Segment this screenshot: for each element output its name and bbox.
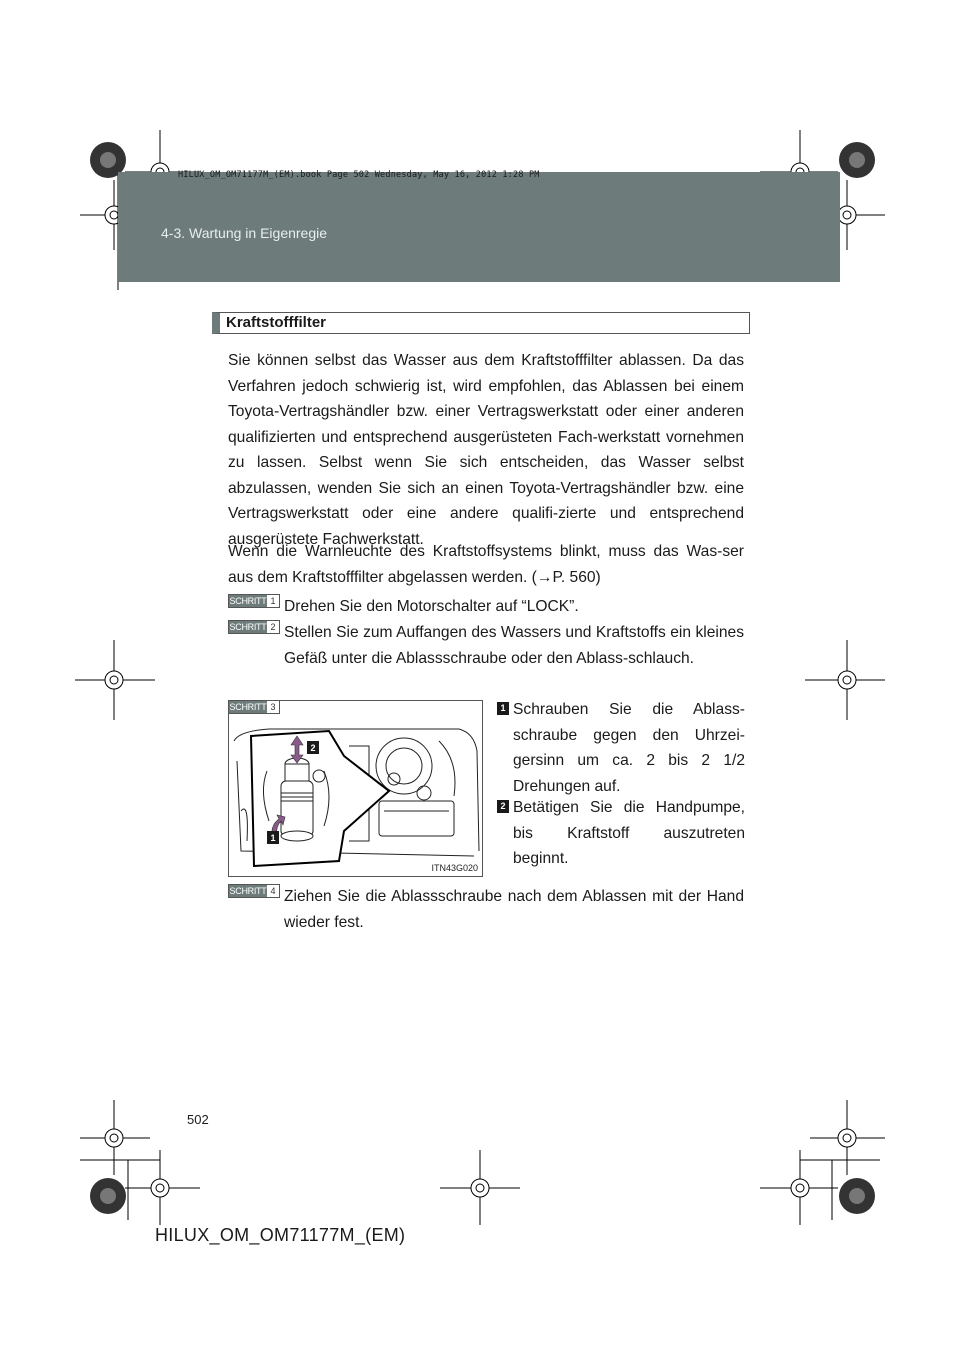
step-badge-word: SCHRITT [229,886,267,896]
footer-doc-id: HILUX_OM_OM71177M_(EM) [155,1225,406,1245]
callout-2: 2 [310,743,316,753]
step-badge [228,620,280,634]
step-badge-word: SCHRITT [229,596,267,606]
substep-1 [497,697,745,799]
step-badge-number: 4 [267,885,279,897]
engine-bay-drawing [229,701,483,877]
step-badge-number: 3 [267,701,279,713]
substep-text: Betätigen Sie die Handpumpe, bis Kraftstoff auszutreten beginnt. [513,799,745,867]
step-text: Ziehen Sie die Ablassschraube nach dem Ablassen mit der Hand wieder fest. [284,888,744,931]
page-number: 502 [187,1112,209,1127]
step-badge-word: SCHRITT [229,702,267,712]
substep-number: 2 [497,800,509,813]
intro-paragraph: Sie können selbst das Wasser aus dem Kraftstofffilter ablassen. Da das Verfahren jedoch schwierig ist, wird empfohlen, das Ablassen bei einem Toyota-Vertragshändler bzw. einer Vertragswerkstatt oder einer anderen qualifizierten und entsprechend ausgerüsteten Fach-werkstatt vornehmen zu lassen. Selbst wenn Sie sich entscheiden, das Wasser selbst abzulassen, wenden Sie sich an einen Toyota-Vertragshändler bzw. eine Vertragswerkstatt oder eine andere qualifi-zierte und entsprechend ausgerüstete Fachwerkstatt. [228,352,744,548]
substep-text: Schrauben Sie die Ablass-schraube gegen den Uhrzei-gersinn um ca. 2 bis 2 1/2 Drehungen auf. [513,701,745,795]
step-badge-number: 1 [267,595,279,607]
fuel-filter-illustration [228,700,483,877]
file-stamp: HILUX_OM_OM71177M_(EM).book Page 502 Wednesday, May 16, 2012 1:28 PM [178,170,540,180]
step-1 [228,594,744,620]
step-badge [228,594,280,608]
step-badge-word: SCHRITT [229,622,267,632]
step-badge [228,884,280,898]
section-heading-text: Kraftstofffilter [226,314,326,331]
section-heading [212,312,750,334]
step-text: Stellen Sie zum Auffangen des Wassers und Kraftstoffs ein kleines Gefäß unter die Ablassschraube oder den Ablass-schlauch. [284,624,744,667]
step-4 [228,884,744,935]
illustration-code: ITN43G020 [431,863,478,873]
warning-paragraph: Wenn die Warnleuchte des Kraftstoffsystems blinkt, muss das Was-ser aus dem Kraftstofffilter abgelassen werden. (→P. 560) [228,543,744,586]
step-text: Drehen Sie den Motorschalter auf “LOCK”. [284,598,579,615]
callout-1: 1 [270,833,276,843]
section-label: 4-3. Wartung in Eigenregie [161,225,328,241]
step-2 [228,620,744,671]
substep-2 [497,795,745,872]
step-badge-number: 2 [267,621,279,633]
substep-number: 1 [497,702,509,715]
